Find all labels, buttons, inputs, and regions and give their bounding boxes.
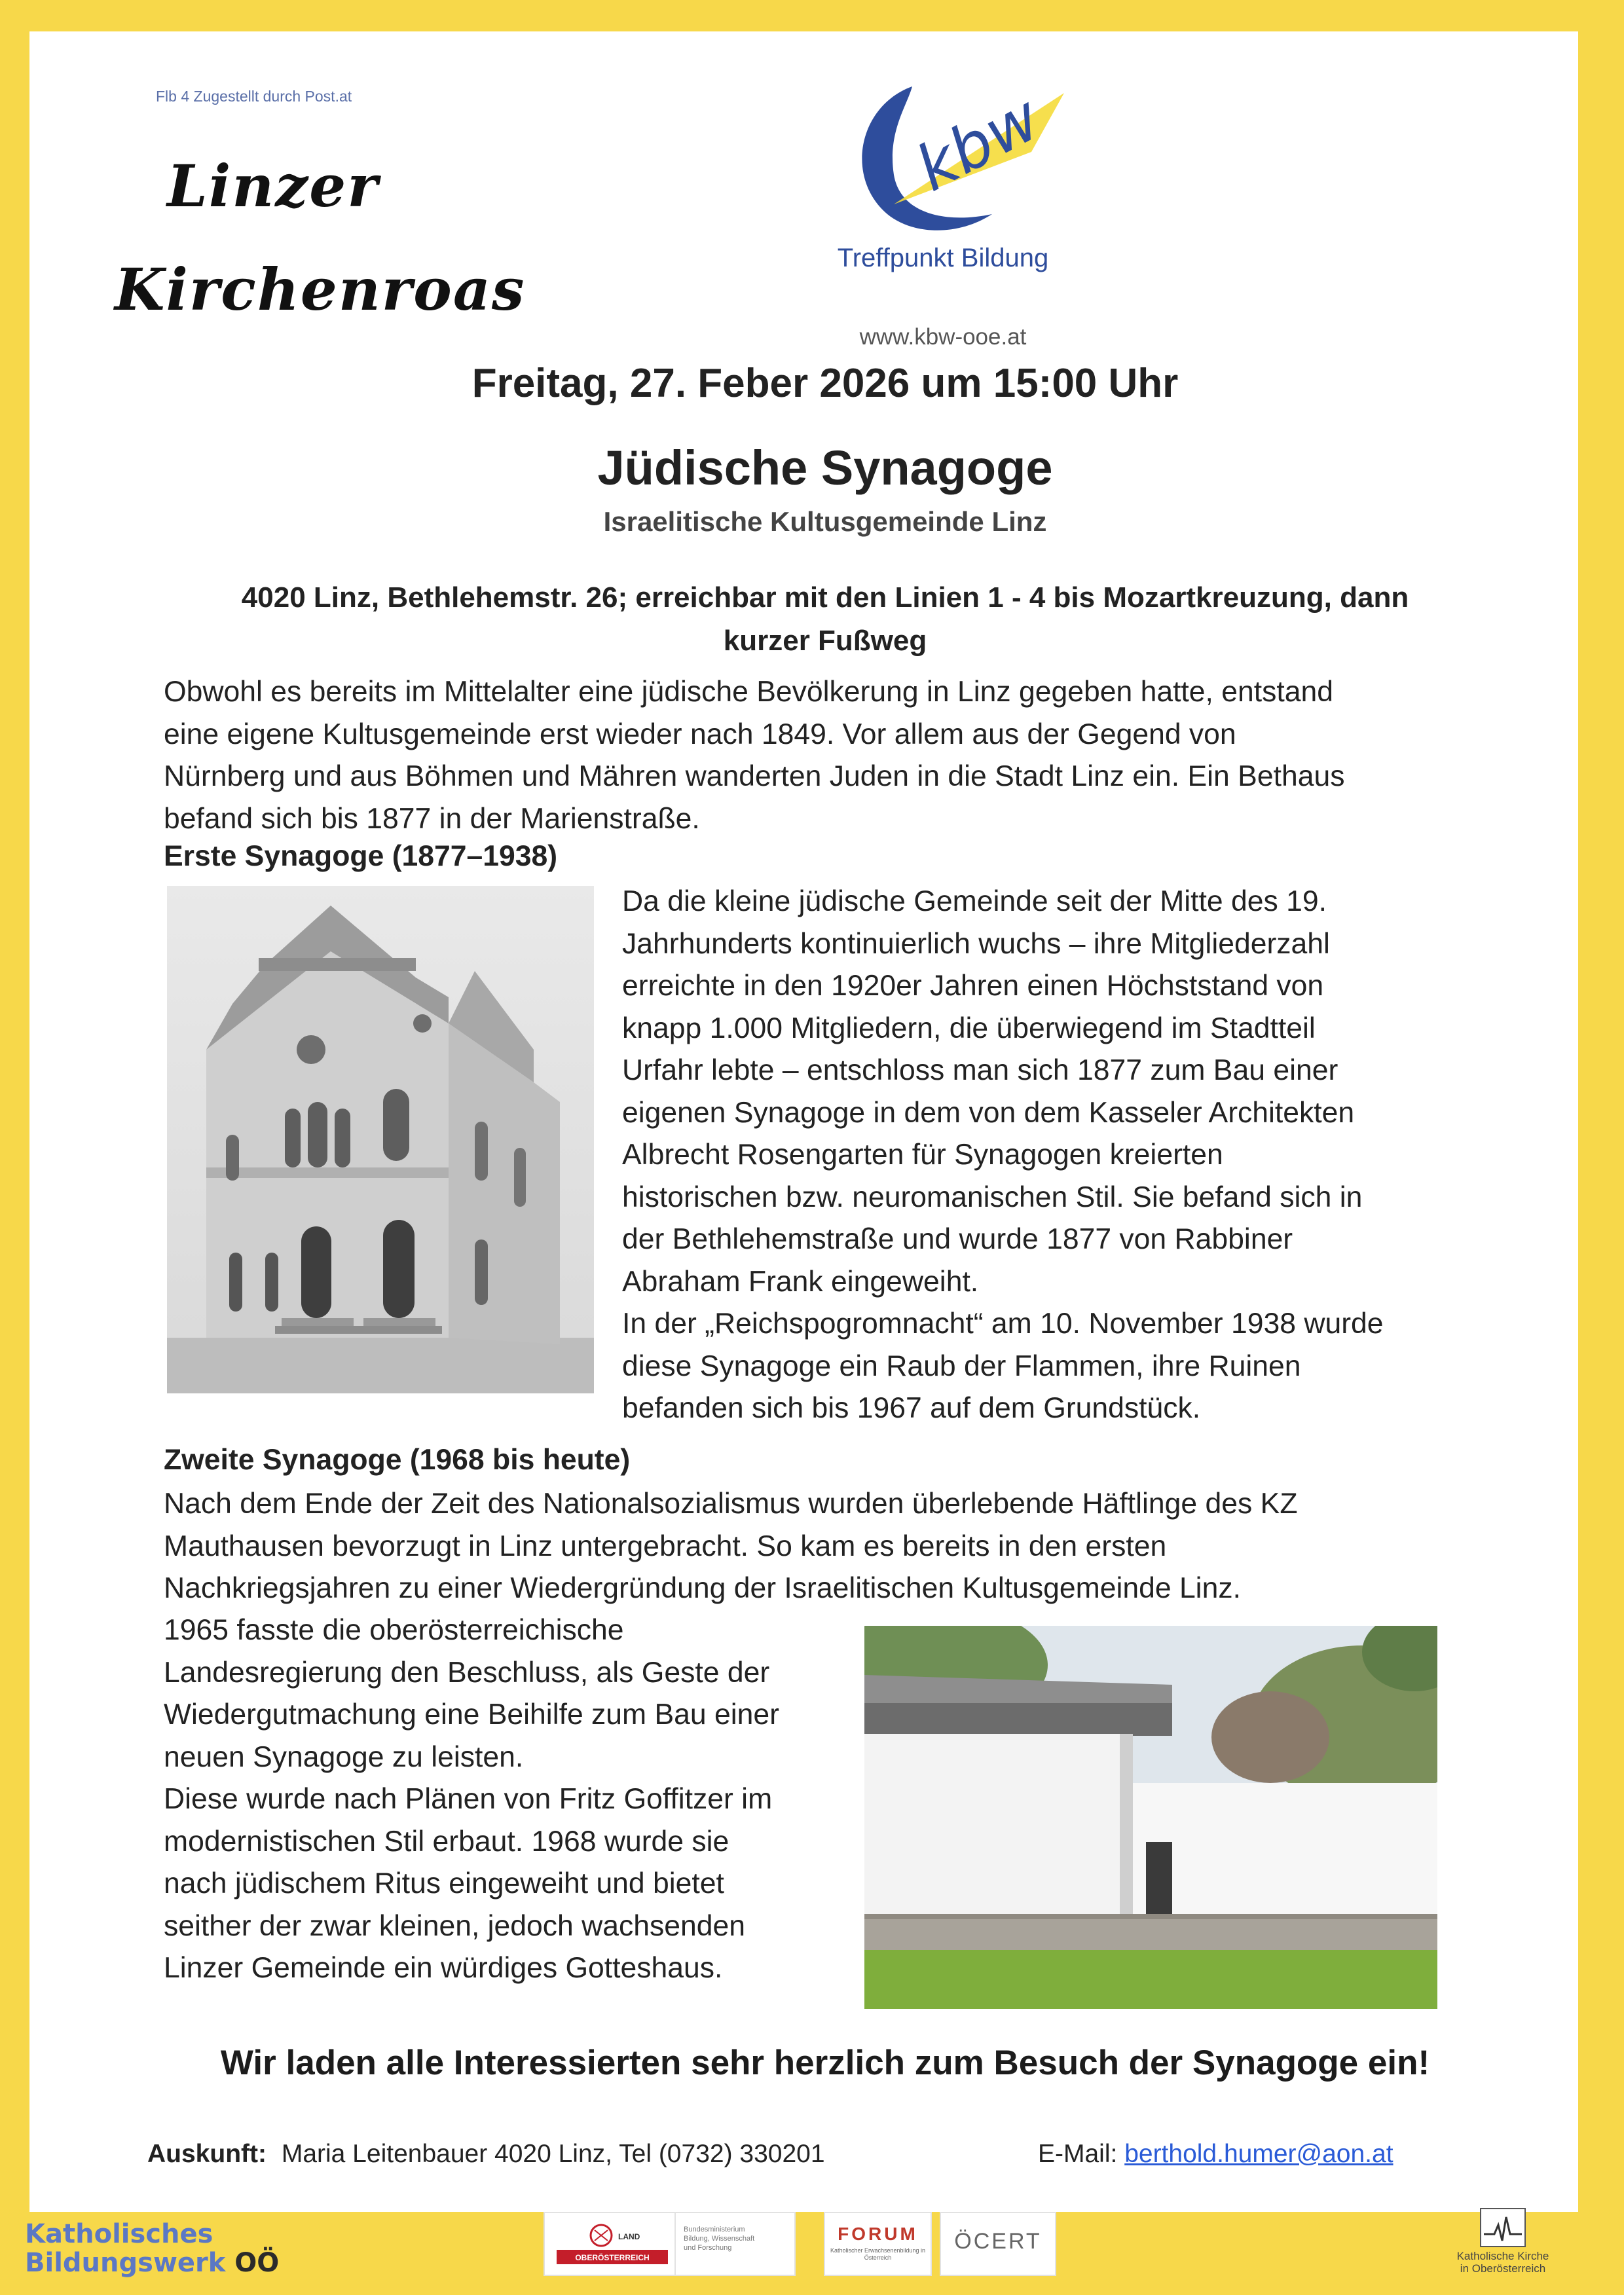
text-line: Linzer Gemeinde ein würdiges Gotteshaus.	[164, 1952, 723, 1984]
kbw-logo-text: kbw	[904, 81, 1052, 206]
intro-line: Obwohl es bereits im Mittelalter eine jüdische Bevölkerung in Linz gegeben hatte, entstand	[164, 676, 1333, 708]
text-line: nach jüdischem Ritus eingeweiht und bietet	[164, 1867, 724, 1900]
text-line: modernistischen Stil erbaut. 1968 wurde sie	[164, 1825, 729, 1858]
text-line: historischen bzw. neuromanischen Stil. Sie befand sich in	[622, 1181, 1363, 1213]
text-line: Nach dem Ende der Zeit des Nationalsozialismus wurden überlebende Häftlinge des KZ	[164, 1488, 1298, 1520]
contact-info	[147, 2140, 825, 2169]
contact-email	[1038, 2140, 1393, 2169]
email-link[interactable]: berthold.humer@aon.at	[1124, 2140, 1393, 2168]
event-date: Freitag, 27. Feber 2026 um 15:00 Uhr	[471, 361, 1179, 406]
footer-brand-line2: Bildungswerk	[25, 2248, 226, 2278]
invitation-text: Wir laden alle Interessierten sehr herzlich zum Besuch der Synagoge ein!	[220, 2044, 1430, 2082]
kirche-line1: Katholische Kirche	[1456, 2250, 1549, 2262]
address-line-2: kurzer Fußweg	[723, 625, 927, 657]
email-label: E-Mail:	[1038, 2140, 1118, 2168]
footer-kirche-logo	[1411, 2208, 1595, 2275]
text-line: erreichte in den 1920er Jahren einen Höchststand von	[622, 970, 1324, 1002]
logo-oecert: ÖCERT	[940, 2212, 1056, 2276]
first-synagogue-photo	[167, 886, 594, 1393]
text-line: Da die kleine jüdische Gemeinde seit der Mitte des 19.	[622, 885, 1327, 917]
contact-label: Auskunft:	[147, 2140, 267, 2168]
intro-line: befand sich bis 1877 in der Marienstraße.	[164, 802, 700, 835]
text-line: seither der zwar kleinen, jedoch wachsenden	[164, 1909, 746, 1942]
text-line: eigenen Synagoge in dem von dem Kasseler Architekten	[622, 1096, 1355, 1129]
kbw-logo	[796, 80, 1077, 244]
intro-line: Nürnberg und aus Böhmen und Mähren wanderten Juden in die Stadt Linz ein. Ein Bethaus	[164, 760, 1345, 792]
logo-land-ooe	[544, 2212, 681, 2276]
text-line: Nachkriegsjahren zu einer Wiedergründung der Israelitischen Kultusgemeinde Linz.	[164, 1572, 1241, 1604]
contact-text: Maria Leitenbauer 4020 Linz, Tel (0732) 330201	[281, 2140, 825, 2168]
forum-logo-text: FORUM	[838, 2224, 918, 2244]
event-subtitle: Israelitische Kultusgemeinde Linz	[603, 506, 1047, 537]
text-line: Abraham Frank eingeweiht.	[622, 1265, 979, 1298]
logo-forum	[824, 2212, 932, 2276]
forum-logo-sub: Katholischer Erwachsenenbildung in Österreich	[830, 2247, 926, 2261]
text-line: der Bethlehemstraße und wurde 1877 von Rabbiner	[622, 1223, 1293, 1255]
second-synagogue-photo	[864, 1626, 1437, 2009]
text-line: Diese wurde nach Plänen von Fritz Goffitzer im	[164, 1783, 773, 1815]
land-ooe-icon	[545, 2213, 680, 2275]
postal-note: Flb 4 Zugestellt durch Post.at	[156, 88, 352, 105]
text-line: Wiedergutmachung eine Beihilfe zum Bau einer	[164, 1698, 779, 1731]
intro-line: eine eigene Kultusgemeinde erst wieder nach 1849. Vor allem aus der Gegend von	[164, 718, 1236, 750]
kbw-url[interactable]: www.kbw-ooe.at	[859, 324, 1027, 350]
land-logo-top: LAND	[618, 2232, 640, 2241]
text-line: Albrecht Rosengarten für Synagogen kreierten	[622, 1139, 1223, 1171]
text-line: Mauthausen bevorzugt in Linz untergebracht. So kam es bereits in den ersten	[164, 1530, 1167, 1562]
brand-title-line2: Kirchenroas	[115, 255, 526, 323]
first-synagogue-heading: Erste Synagoge (1877–1938)	[164, 840, 558, 872]
logo-bmbwf	[674, 2212, 796, 2276]
bmb-line: Bildung, Wissenschaft	[684, 2235, 755, 2243]
event-title: Jüdische Synagoge	[597, 441, 1053, 495]
text-line: Landesregierung den Beschluss, als Geste der	[164, 1656, 770, 1689]
brand-title-line1: Linzer	[167, 152, 379, 220]
event-address	[128, 576, 1522, 663]
text-line: In der „Reichspogromnacht“ am 10. November 1938 wurde	[622, 1308, 1384, 1340]
text-line: knapp 1.000 Mitgliedern, die überwiegend im Stadtteil	[622, 1012, 1316, 1044]
text-line: diese Synagoge ein Raub der Flammen, ihre Ruinen	[622, 1349, 1301, 1382]
land-logo-bottom: OBERÖSTERREICH	[575, 2253, 650, 2262]
address-line-1: 4020 Linz, Bethlehemstr. 26; erreichbar mit den Linien 1 - 4 bis Mozartkreuzung, dann	[241, 581, 1409, 614]
second-synagogue-heading: Zweite Synagoge (1968 bis heute)	[164, 1444, 631, 1476]
text-line: Jahrhunderts kontinuierlich wuchs – ihre Mitgliederzahl	[622, 927, 1330, 960]
text-line: Urfahr lebte – entschloss man sich 1877 zum Bau einer	[622, 1054, 1338, 1086]
first-synagogue-text	[622, 881, 1473, 1430]
second-synagogue-text-full	[164, 1483, 1473, 1610]
footer-brand-region: OÖ	[234, 2248, 280, 2278]
second-synagogue-text-narrow	[164, 1609, 851, 1990]
kirche-line2: in Oberösterreich	[1460, 2262, 1546, 2275]
bmb-line: Bundesministerium	[684, 2226, 745, 2233]
text-line: neuen Synagoge zu leisten.	[164, 1740, 524, 1773]
kirche-icon	[1480, 2208, 1526, 2247]
text-line: 1965 fasste die oberösterreichische	[164, 1614, 624, 1646]
text-line: befanden sich bis 1967 auf dem Grundstück.	[622, 1392, 1201, 1424]
footer-brand-line1: Katholisches	[25, 2219, 213, 2249]
footer-kbw-brand	[25, 2220, 279, 2277]
kbw-tagline: Treffpunkt Bildung	[837, 244, 1049, 272]
bmb-line: und Forschung	[684, 2244, 732, 2252]
intro-paragraph	[164, 671, 1486, 840]
